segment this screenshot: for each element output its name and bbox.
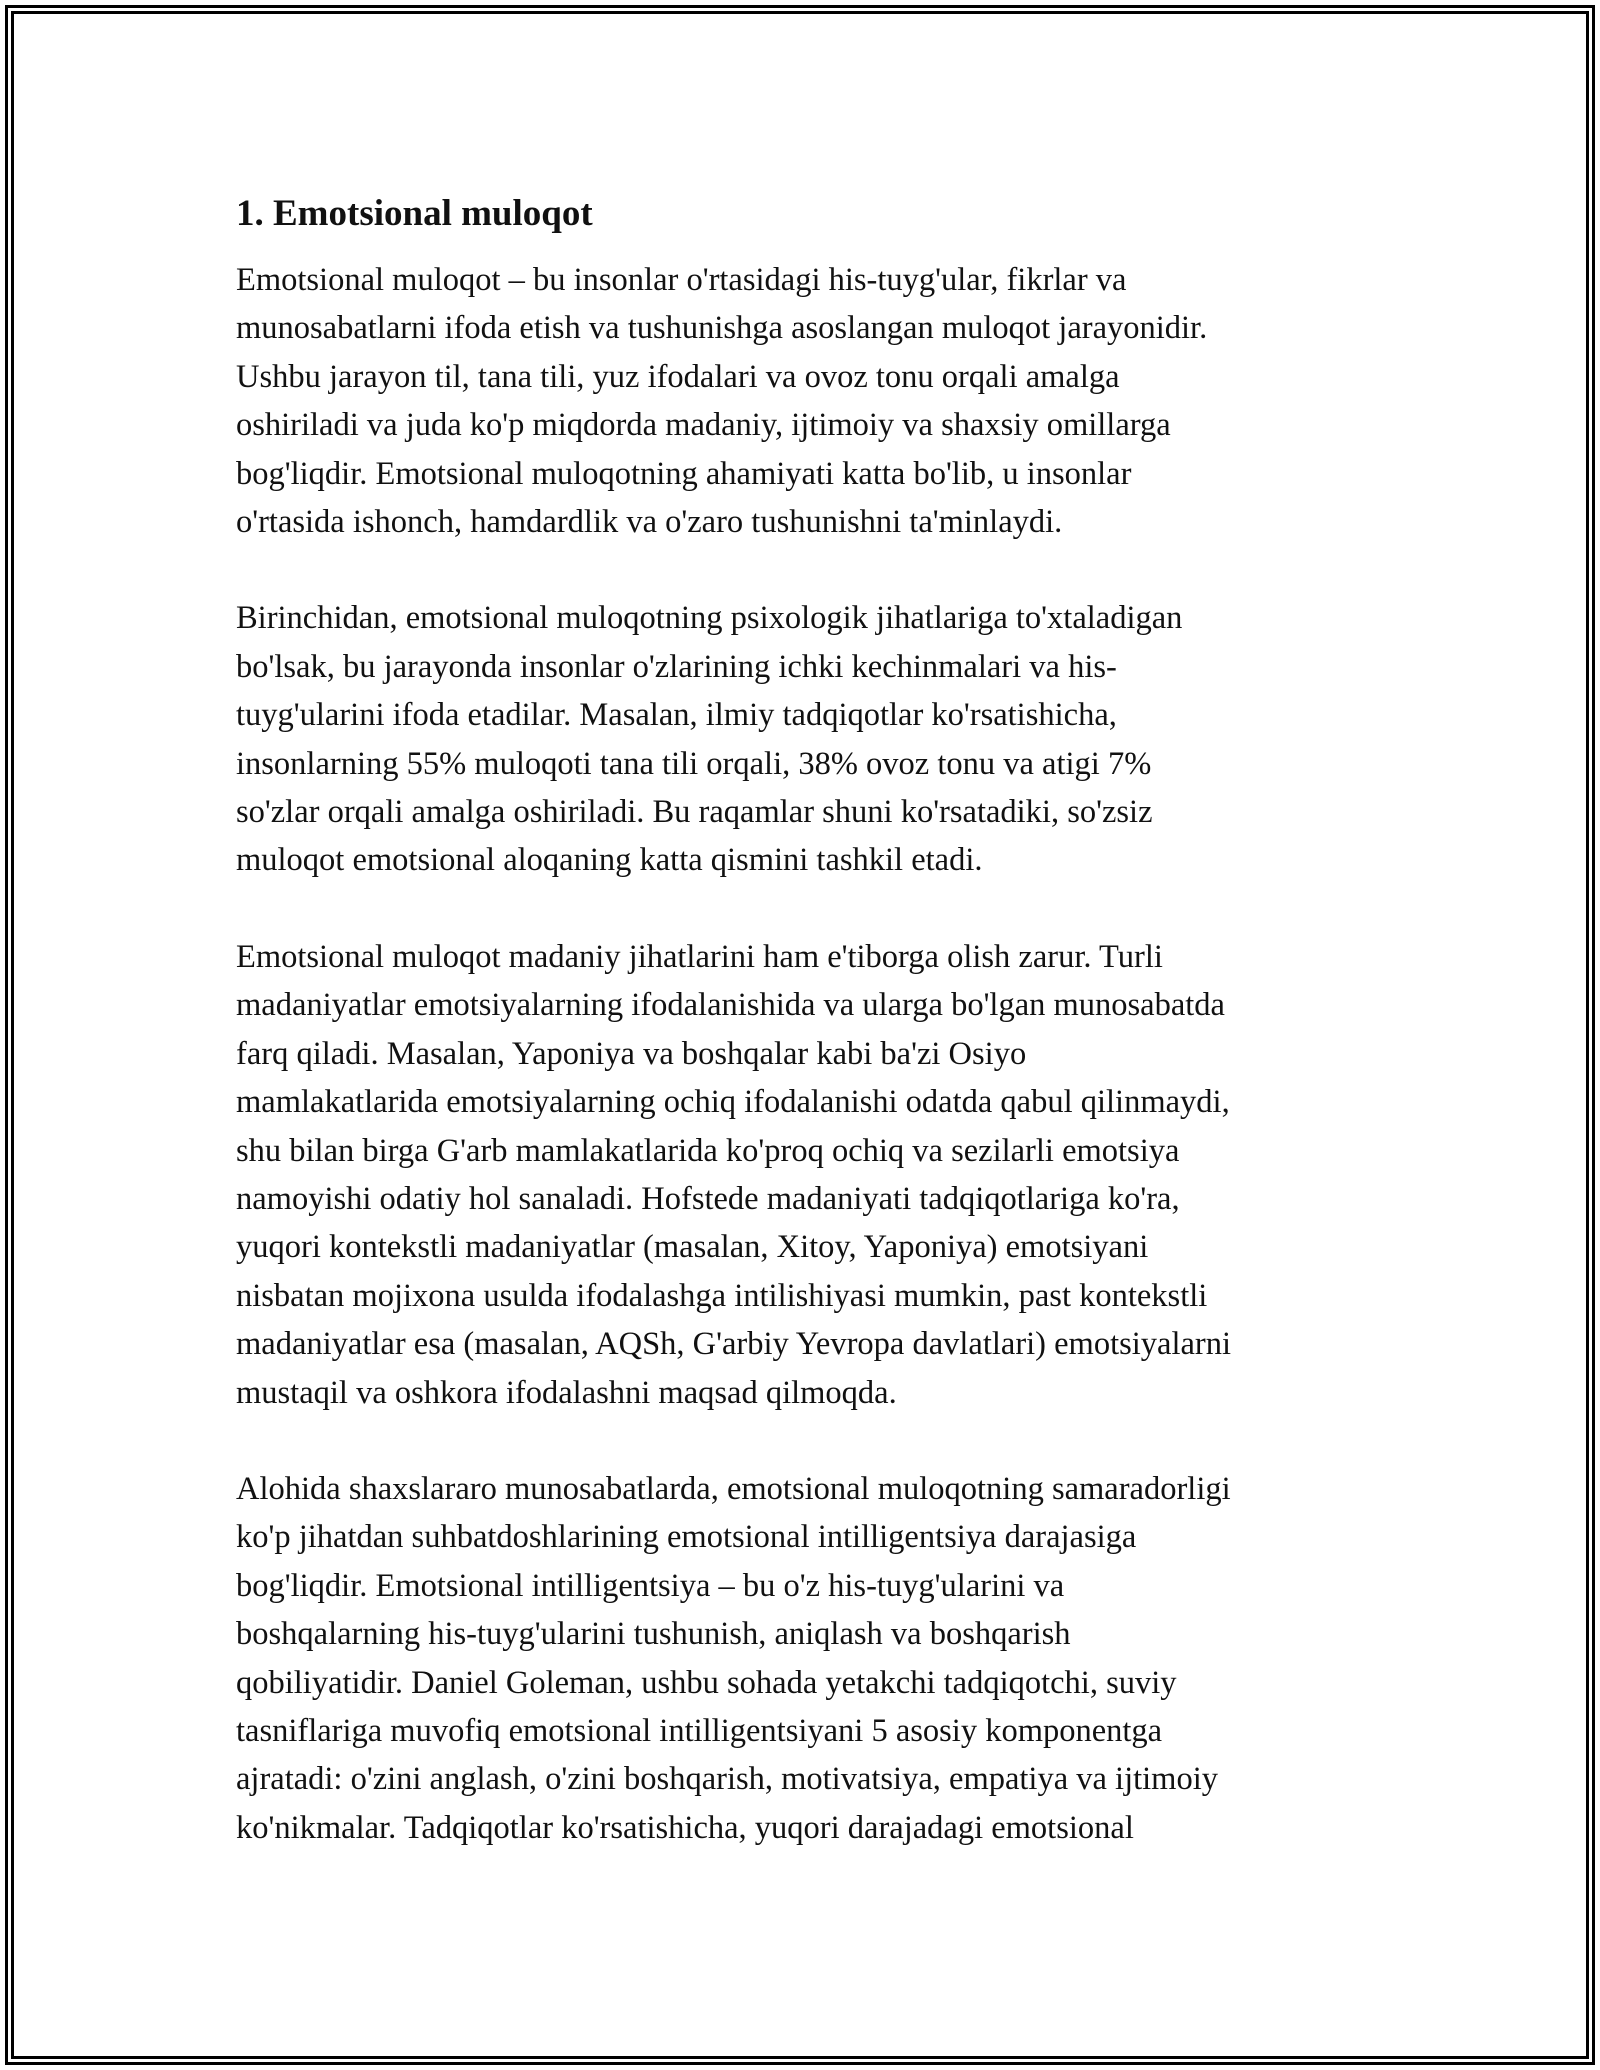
section-heading: 1. Emotsional muloqot: [236, 193, 593, 234]
text-line: madaniyatlar esa (masalan, AQSh, G'arbiy Yevropa davlatlari) emotsiyalarni: [236, 1326, 1232, 1363]
text-line: ko'p jihatdan suhbatdoshlarining emotsional intilligentsiya darajasiga: [236, 1519, 1137, 1556]
text-line: munosabatlarni ifoda etish va tushunishga asoslangan muloqot jarayonidir.: [236, 310, 1208, 347]
text-line: yuqori kontekstli madaniyatlar (masalan, Xitoy, Yaponiya) emotsiyani: [236, 1229, 1149, 1266]
text-line: Alohida shaxslararo munosabatlarda, emotsional muloqotning samaradorligi: [236, 1470, 1231, 1507]
text-line: bo'lsak, bu jarayonda insonlar o'zlarining ichki kechinmalari va his-: [236, 648, 1117, 685]
text-line: insonlarning 55% muloqoti tana tili orqali, 38% ovoz tonu va atigi 7%: [236, 745, 1152, 782]
text-line: ajratadi: o'zini anglash, o'zini boshqarish, motivatsiya, empatiya va ijtimoiy: [236, 1761, 1218, 1798]
text-line: muloqot emotsional aloqaning katta qismini tashkil etadi.: [236, 842, 983, 879]
text-line: madaniyatlar emotsiyalarning ifodalanishida va ularga bo'lgan munosabatda: [236, 987, 1225, 1024]
text-line: Emotsional muloqot madaniy jihatlarini ham e'tiborga olish zarur. Turli: [236, 938, 1163, 975]
text-line: Emotsional muloqot – bu insonlar o'rtasidagi his-tuyg'ular, fikrlar va: [236, 262, 1127, 298]
text-line: bog'liqdir. Emotsional muloqotning ahamiyati katta bo'lib, u insonlar: [236, 455, 1132, 492]
paragraph-intro: [236, 256, 1376, 546]
text-line: tuyg'ularini ifoda etadilar. Masalan, ilmiy tadqiqotlar ko'rsatishicha,: [236, 697, 1117, 734]
paragraph-psychological: [236, 594, 1376, 884]
paragraph-interpersonal: [236, 1465, 1376, 1852]
text-line: o'rtasida ishonch, hamdardlik va o'zaro tushunishni ta'minlaydi.: [236, 504, 1063, 541]
text-line: bog'liqdir. Emotsional intilligentsiya – bu o'z his-tuyg'ularini va: [236, 1567, 1065, 1604]
paragraph-cultural: [236, 933, 1376, 1417]
text-line: boshqalarning his-tuyg'ularini tushunish, aniqlash va boshqarish: [236, 1616, 1071, 1653]
text-line: shu bilan birga G'arb mamlakatlarida ko'proq ochiq va sezilarli emotsiya: [236, 1132, 1180, 1169]
text-line: oshiriladi va juda ko'p miqdorda madaniy, ijtimoiy va shaxsiy omillarga: [236, 407, 1171, 444]
text-line: nisbatan mojixona usulda ifodalashga intilishiyasi mumkin, past kontekstli: [236, 1277, 1208, 1314]
text-line: tasniflariga muvofiq emotsional intilligentsiyani 5 asosiy komponentga: [236, 1712, 1163, 1749]
text-line: so'zlar orqali amalga oshiriladi. Bu raqamlar shuni ko'rsatadiki, so'zsiz: [236, 794, 1153, 831]
text-line: ko'nikmalar. Tadqiqotlar ko'rsatishicha, yuqori darajadagi emotsional: [236, 1809, 1134, 1846]
document-body: [236, 186, 1376, 1852]
text-line: Ushbu jarayon til, tana tili, yuz ifodalari va ovoz tonu orqali amalga: [236, 358, 1120, 395]
text-line: mustaqil va oshkora ifodalashni maqsad qilmoqda.: [236, 1374, 897, 1411]
text-line: qobiliyatidir. Daniel Goleman, ushbu sohada yetakchi tadqiqotchi, suviy: [236, 1664, 1177, 1701]
text-line: Birinchidan, emotsional muloqotning psixologik jihatlariga to'xtaladigan: [236, 600, 1183, 637]
text-line: farq qiladi. Masalan, Yaponiya va boshqalar kabi ba'zi Osiyo: [236, 1035, 1027, 1072]
text-line: namoyishi odatiy hol sanaladi. Hofstede madaniyati tadqiqotlariga ko'ra,: [236, 1180, 1180, 1217]
text-line: mamlakatlarida emotsiyalarning ochiq ifodalanishi odatda qabul qilinmaydi,: [236, 1084, 1230, 1121]
